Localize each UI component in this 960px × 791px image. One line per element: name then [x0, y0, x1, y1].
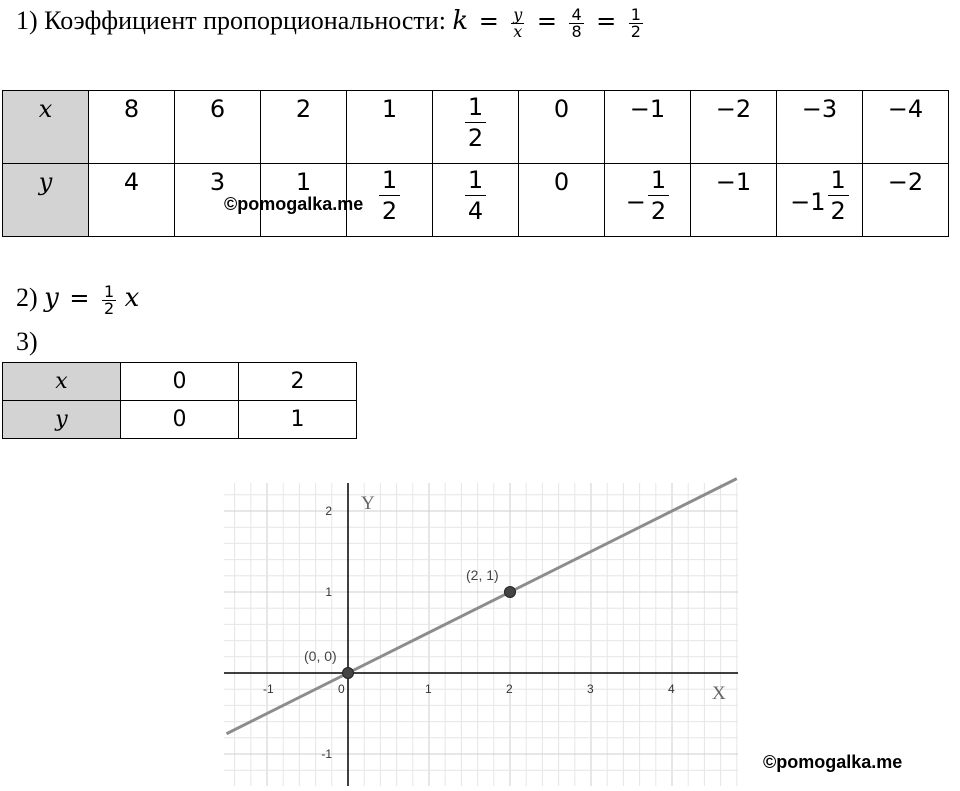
x-cell: −4 — [863, 91, 949, 164]
x-header: x — [3, 363, 121, 401]
y-cell: 0 — [121, 401, 239, 439]
x-tick-label: 1 — [425, 682, 432, 696]
points — [304, 567, 516, 679]
x-cell: −3 — [777, 91, 863, 164]
line-y-equals-half-x — [227, 479, 737, 734]
part1-label: Коэффициент пропорциональности: — [44, 6, 446, 35]
y-header: y — [3, 164, 89, 237]
equals-sign: = — [596, 7, 617, 35]
x-tick-label: 4 — [668, 682, 675, 696]
x-header: x — [3, 91, 89, 164]
fraction-4-over-8: $\frac{4}{8}$ — [571, 4, 582, 41]
y-cell: 0 — [519, 164, 605, 237]
formula-y: y — [44, 283, 59, 313]
y-cell: $\frac{1}{2}$ — [347, 164, 433, 237]
equals-sign: = — [536, 7, 557, 35]
x-cell: 1 — [347, 91, 433, 164]
y-cell: 3 — [175, 164, 261, 237]
y-cell: −2 — [863, 164, 949, 237]
x-cell: 0 — [121, 363, 239, 401]
y-cell: −1 — [691, 164, 777, 237]
part1-number: 1) — [16, 6, 38, 35]
formula-x: x — [124, 283, 140, 313]
point-label: (0, 0) — [304, 648, 337, 664]
x-cell: −1 — [605, 91, 691, 164]
point-label: (2, 1) — [466, 567, 499, 583]
y-cell: 1 — [261, 164, 347, 237]
x-axis-label: X — [712, 683, 726, 704]
y-cell: −1 $\frac{1}{2}$ — [777, 164, 863, 237]
equals-sign: = — [478, 7, 499, 35]
watermark-graph: ©pomogalka.me — [763, 752, 903, 772]
y-header: y — [3, 401, 121, 439]
x-cell: 2 — [261, 91, 347, 164]
point-marker — [343, 668, 354, 679]
x-cell: −2 — [691, 91, 777, 164]
x-cell: 0 — [519, 91, 605, 164]
y-tick-label: 1 — [325, 585, 332, 599]
y-cell: $\frac{1}{4}$ — [433, 164, 519, 237]
y-cell: 4 — [89, 164, 175, 237]
fraction-1-over-2: $\frac{1}{2}$ — [630, 4, 641, 41]
x-cell: $\frac{1}{2}$ — [433, 91, 519, 164]
x-cell: 2 — [239, 363, 357, 401]
x-tick-label: 3 — [587, 682, 594, 696]
x-tick-label: -1 — [263, 682, 274, 696]
x-tick-label: 2 — [506, 682, 513, 696]
fraction-y-over-x: $\frac{y}{x}$ — [513, 4, 523, 41]
watermark-table: ©pomogalka.me — [224, 194, 364, 214]
y-tick-label: 2 — [325, 504, 332, 518]
y-tick-label: -1 — [321, 747, 332, 761]
series — [227, 479, 737, 734]
equals-sign: = — [69, 284, 90, 312]
y-cell: 1 — [239, 401, 357, 439]
point-marker — [505, 587, 516, 598]
x-cell: 8 — [89, 91, 175, 164]
grid — [224, 483, 738, 786]
part3-number: 3) — [16, 327, 38, 356]
x-cell: 6 — [175, 91, 261, 164]
fraction-one-half: $\frac{1}{2}$ — [103, 281, 115, 318]
part2-number: 2) — [16, 283, 38, 312]
y-axis-label: Y — [361, 493, 375, 514]
tick-labels — [263, 504, 675, 761]
y-cell: − $\frac{1}{2}$ — [605, 164, 691, 237]
axes — [224, 483, 738, 786]
x-tick-label: 0 — [338, 682, 345, 696]
k-symbol: k — [452, 6, 469, 36]
